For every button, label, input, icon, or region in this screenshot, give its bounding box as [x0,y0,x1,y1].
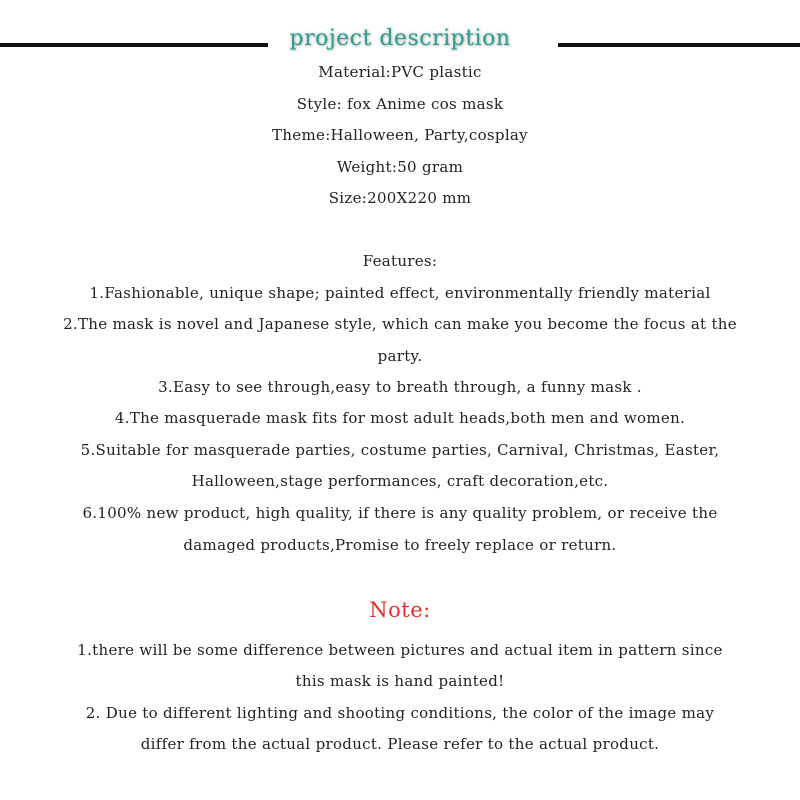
feature-line: 2.The mask is novel and Japanese style, which can make you become the focus at the [63,315,737,333]
features-heading: Features: [362,252,438,270]
note-line: 2. Due to different lighting and shooting conditions, the color of the image may [85,704,715,722]
note-line: 1.there will be some difference between pictures and actual item in pattern since [77,641,723,659]
spec-style: Style: fox Anime cos mask [296,95,504,113]
note-title: Note: [369,598,431,622]
feature-line: 3.Easy to see through,easy to breath through, a funny mask . [158,378,642,396]
feature-line: 5.Suitable for masquerade parties, costume parties, Carnival, Christmas, Easter, [80,441,720,459]
feature-line: 6.100% new product, high quality, if there is any quality problem, or receive the [82,504,718,522]
feature-line: party. [377,347,423,365]
feature-line: 4.The masquerade mask fits for most adult heads,both men and women. [114,409,686,427]
feature-line: 1.Fashionable, unique shape; painted effect, environmentally friendly material [89,284,711,302]
spec-weight: Weight:50 gram [336,158,464,176]
spec-size: Size:200X220 mm [328,189,472,207]
note-line: differ from the actual product. Please refer to the actual product. [140,735,660,753]
note-line: this mask is hand painted! [295,672,505,690]
spec-theme: Theme:Halloween, Party,cosplay [272,126,528,144]
page-title: project description [289,26,511,51]
feature-line: Halloween,stage performances, craft decoration,etc. [191,472,609,490]
feature-line: damaged products,Promise to freely replace or return. [183,536,617,554]
spec-material: Material:PVC plastic [318,63,482,81]
